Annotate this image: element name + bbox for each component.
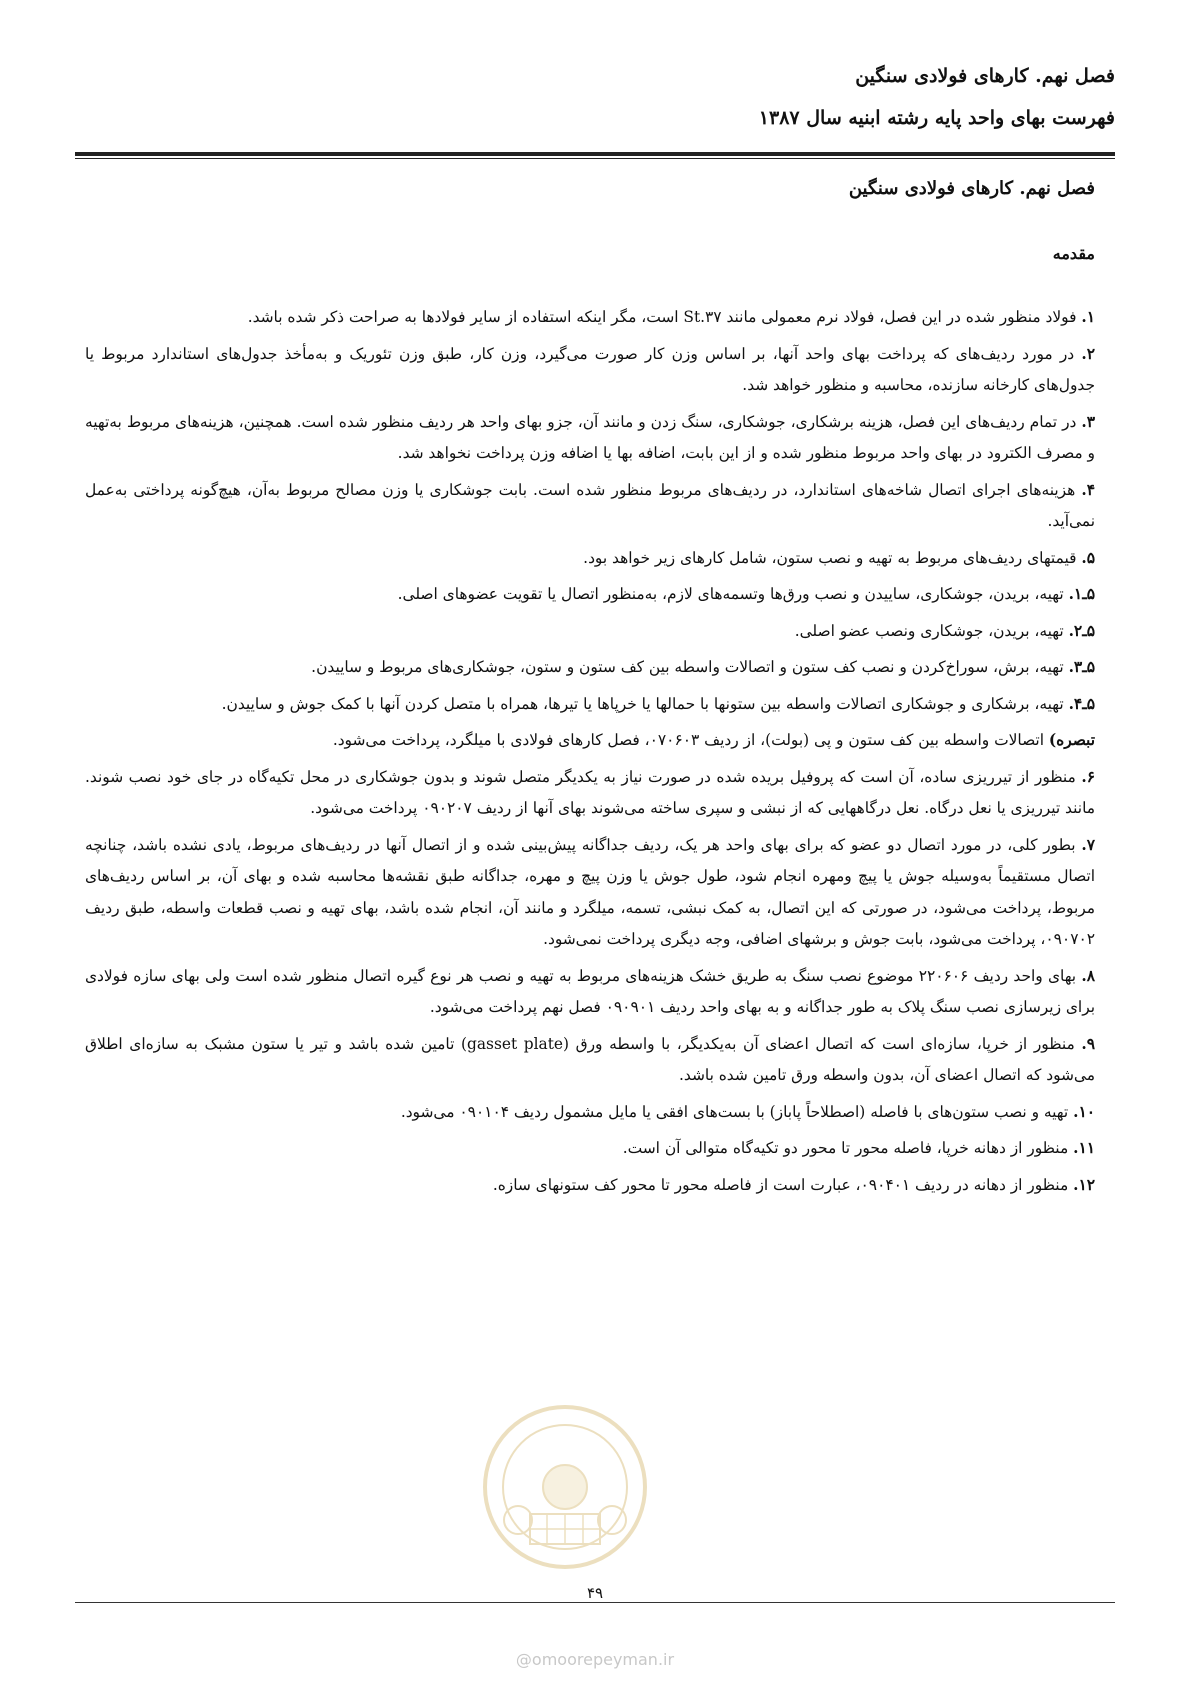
paragraph-number: ۱۲.: [1073, 1175, 1095, 1194]
watermark-seal-icon: [480, 1402, 650, 1572]
paragraph-note: [85, 725, 1095, 757]
paragraph-9: [85, 1029, 1095, 1092]
paragraph-11: [85, 1133, 1095, 1165]
header-divider: [75, 152, 1115, 156]
paragraph-text: منظور از دهانه در ردیف ۰۹۰۴۰۱، عبارت است از فاصله محور تا محور کف ستونهای سازه.: [492, 1175, 1074, 1194]
paragraph-5-3: [85, 652, 1095, 684]
paragraph-number: ۵ـ۱.: [1068, 585, 1095, 603]
paragraph-number: ۶.: [1081, 767, 1095, 786]
paragraph-number: ۵ـ۳.: [1068, 658, 1095, 676]
paragraph-text: منظور از دهانه خرپا، فاصله محور تا محور دو تکیه‌گاه متوالی آن است.: [622, 1139, 1074, 1157]
paragraph-number: تبصره): [1048, 731, 1095, 749]
paragraph-text: فولاد منظور شده در این فصل، فولاد نرم معمولی مانند St.۳۷ است، مگر اینکه استفاده از سایر فولادها به صراحت ذکر شده باشد.: [247, 308, 1082, 326]
header-list-title: فهرست بهای واحد پایه رشته ابنیه سال ۱۳۸۷: [758, 107, 1115, 129]
footer-website-watermark: @omoorepeyman.ir: [515, 1650, 675, 1669]
paragraph-5-4: [85, 689, 1095, 721]
paragraph-10: [85, 1097, 1095, 1129]
paragraph-12: [85, 1170, 1095, 1202]
paragraph-number: ۵ـ۲.: [1068, 621, 1095, 640]
paragraph-text: بطور کلی، در مورد اتصال دو عضو که برای بهای واحد هر یک، ردیف جداگانه پیش‌بینی شده و از اتصال آنها در ردیف‌های مربوط، یادی نشده باشد، چنانچه اتصال مستقیماً به‌وسیله جوش یا پیچ ومهره انجام شود، طول جوش یا وزن پیچ و مهره، جداگانه طبق نقشه‌ها محاسبه شده و بهای آن، بر اساس ردیف‌های مربوط، پرداخت می‌شود، در صورتی که این اتصال، به کمک نبشی، تسمه، میلگرد و مانند آن، انجام شده باشد، بهای تهیه و نصب قطعات واسطه، طبق ردیف ۰۹۰۷۰۲، پرداخت می‌شود، بابت جوش و برشهای اضافی، وجه دیگری پرداخت نمی‌شود.: [85, 835, 1095, 948]
chapter-title: فصل نهم. کارهای فولادی سنگین: [848, 178, 1095, 199]
paragraph-5-1: [85, 579, 1095, 611]
paragraph-number: ۹.: [1081, 1034, 1095, 1053]
header-chapter: فصل نهم. کارهای فولادی سنگین: [855, 65, 1115, 87]
paragraph-text: تهیه و نصب ستون‌های با فاصله (اصطلاحاً پاباز) با بست‌های افقی یا مایل مشمول ردیف ۰۹۰۱۰۴ می‌شود.: [400, 1102, 1074, 1121]
intro-heading: مقدمه: [1052, 244, 1095, 263]
paragraph-number: ۱.: [1081, 308, 1095, 326]
page-number: ۴۹: [570, 1584, 620, 1602]
paragraph-text: قیمتهای ردیف‌های مربوط به تهیه و نصب ستون، شامل کارهای زیر خواهد بود.: [583, 548, 1082, 567]
paragraph-number: ۷.: [1081, 835, 1095, 854]
paragraph-5-2: [85, 616, 1095, 648]
paragraph-text: منظور از خرپا، سازه‌ای است که اتصال اعضای آن به‌یکدیگر، با واسطه ورق (gasset plate) تامین شده باشد و تیر یا ستون مشبک به سازه‌ای اطلاق می‌شود که اتصال اعضای آن، بدون واسطه ورق تامین شده باشد.: [85, 1034, 1095, 1084]
paragraph-7: [85, 830, 1095, 956]
paragraph-text: در مورد ردیف‌های که پرداخت بهای واحد آنها، بر اساس وزن کار صورت می‌گیرد، وزن کار، طبق وزن تئوریک و به‌مأخذ جدول‌های استاندارد مربوط یا جدول‌های کارخانه سازنده، محاسبه و منظور خواهد شد.: [85, 344, 1095, 394]
paragraph-text: در تمام ردیف‌های این فصل، هزینه برشکاری، جوشکاری، سنگ زدن و مانند آن، جزو بهای واحد هر ردیف منظور شده است. همچنین، هزینه‌های مربوط به‌تهیه و مصرف الکترود در بهای واحد مربوط منظور شده و از این بابت، اضافه بها یا اضافه وزن پرداخت نخواهد شد.: [85, 412, 1095, 462]
paragraph-6: [85, 762, 1095, 825]
header-divider-thin: [75, 158, 1115, 159]
footer-divider: [75, 1602, 1115, 1603]
paragraph-number: ۴.: [1081, 480, 1095, 499]
paragraph-number: ۱۰.: [1073, 1102, 1095, 1121]
paragraph-2: [85, 339, 1095, 402]
paragraph-text: تهیه، بریدن، جوشکاری، ساییدن و نصب ورق‌ها وتسمه‌های لازم، به‌منظور اتصال یا تقویت عضوهای اصلی.: [397, 585, 1069, 603]
paragraph-number: ۲.: [1081, 344, 1095, 363]
paragraph-number: ۸.: [1081, 966, 1095, 985]
paragraph-number: ۵ـ۴.: [1068, 694, 1095, 713]
paragraph-text: منظور از تیرریزی ساده، آن است که پروفیل بریده شده در صورت نیاز به یکدیگر متصل شوند و بدون جوشکاری در محل تکیه‌گاه در جای خود نصب شوند. مانند تیرریزی یا نعل درگاه. نعل درگاههایی که از نبشی و سپری ساخته می‌شوند بهای آنها از ردیف ۰۹۰۲۰۷ پرداخت می‌شود.: [85, 767, 1095, 817]
paragraph-5: [85, 543, 1095, 575]
paragraph-text: هزینه‌های اجرای اتصال شاخه‌های استاندارد، در ردیف‌های مربوط منظور شده است. بابت جوشکاری یا وزن مصالح مربوط به‌آن، هیچ‌گونه پرداختی به‌عمل نمی‌آید.: [85, 480, 1095, 530]
paragraph-number: ۱۱.: [1073, 1139, 1095, 1157]
paragraph-1: [85, 302, 1095, 334]
paragraph-text: بهای واحد ردیف ۲۲۰۶۰۶ موضوع نصب سنگ به طریق خشک هزینه‌های مربوط به تهیه و نصب هر نوع گیره اتصال منظور شده است ولی بهای سازه فولادی برای زیرسازی نصب سنگ پلاک به طور جداگانه و به بهای واحد ردیف ۰۹۰۹۰۱ فصل نهم پرداخت می‌شود.: [85, 966, 1095, 1016]
paragraph-text: تهیه، برشکاری و جوشکاری اتصالات واسطه بین ستونها با حمالها یا خرپاها یا تیرها، همراه با متصل کردن آنها با کمک جوش و ساییدن.: [221, 694, 1069, 713]
paragraph-3: [85, 407, 1095, 470]
paragraph-text: اتصالات واسطه بین کف ستون و پی (بولت)، از ردیف ۰۷۰۶۰۳، فصل کارهای فولادی با میلگرد، پرداخت می‌شود.: [332, 731, 1049, 749]
content-body: [85, 302, 1095, 1206]
paragraph-text: تهیه، بریدن، جوشکاری ونصب عضو اصلی.: [794, 621, 1069, 640]
paragraph-4: [85, 475, 1095, 538]
page-header: [759, 55, 1115, 139]
paragraph-text: تهیه، برش، سوراخ‌کردن و نصب کف ستون و اتصالات واسطه بین کف ستون و ستون، جوشکاری‌های مربوط و ساییدن.: [311, 658, 1069, 676]
paragraph-number: ۵.: [1081, 548, 1095, 567]
paragraph-8: [85, 961, 1095, 1024]
paragraph-number: ۳.: [1081, 412, 1095, 431]
